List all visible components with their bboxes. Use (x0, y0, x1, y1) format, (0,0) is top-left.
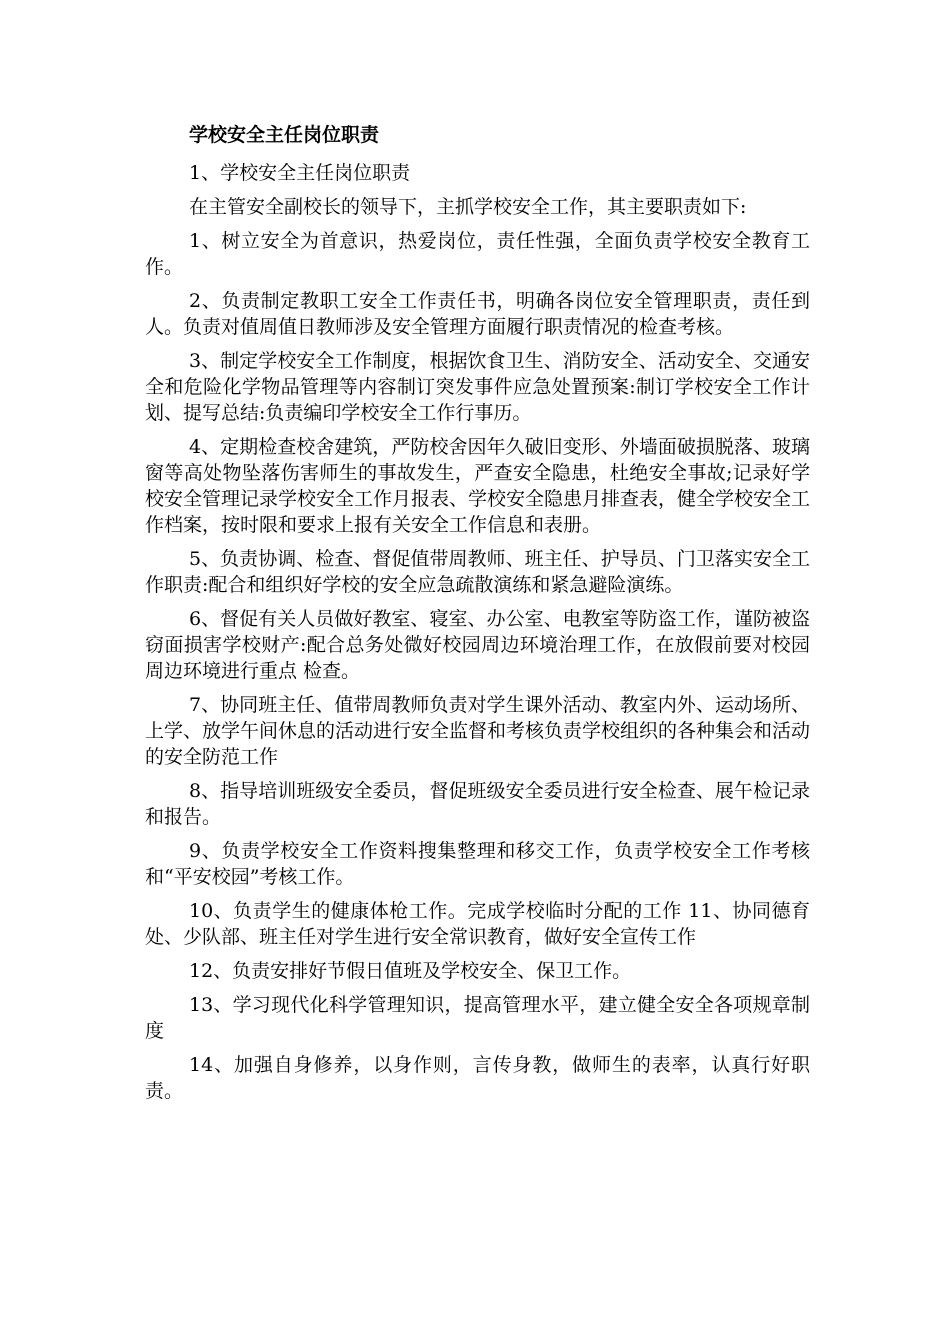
intro-paragraph: 在主管安全副校长的领导下，主抓学校安全工作，其主要职责如下: (189, 196, 747, 218)
duty-item-2: 2、负责制定教职工安全工作责任书，明确各岗位安全管理职责，责任到人。负责对值周值日教师涉及安全管理方面履行职责情况的检查考核。 (145, 290, 810, 338)
duty-item-5: 5、负责协调、检查、督促值带周教师、班主任、护导员、门卫落实安全工作职责:配合和组织好学校的安全应急疏散演练和紧急避险演练。 (145, 548, 810, 596)
document-page (145, 120, 810, 1112)
duty-item-8: 8、指导培训班级安全委员，督促班级安全委员进行安全检查、展午检记录和报告。 (145, 780, 810, 828)
duty-item-1: 1、树立安全为首意识，热爱岗位，责任性强，全面负责学校安全教育工作。 (145, 230, 810, 278)
duty-item-3: 3、制定学校安全工作制度，根据饮食卫生、消防安全、活动安全、交通安全和危险化学物品管理等内容制订突发事件应急处置预案:制订学校安全工作计划、提写总结:负责编印学校安全工作行事历。 (145, 350, 810, 424)
document-subtitle: 1、学校安全主任岗位职责 (189, 162, 411, 184)
duty-item-12: 12、负责安排好节假日值班及学校安全、保卫工作。 (189, 960, 632, 982)
duty-item-4: 4、定期检查校舍建筑，严防校舍因年久破旧变形、外墙面破损脱落、玻璃窗等高处物坠落伤害师生的事故发生，严查安全隐患，杜绝安全事故;记录好学校安全管理记录学校安全工作月报表、学校安全隐患月排查表，健全学校安全工作档案，按时限和要求上报有关安全工作信息和表册。 (145, 436, 811, 536)
duty-item-14: 14、加强自身修养，以身作则，言传身教，做师生的表率，认真行好职责。 (145, 1054, 810, 1102)
duty-item-9: 9、负责学校安全工作资料搜集整理和移交工作，负责学校安全工作考核和“平安校园”考核工作。 (145, 840, 810, 888)
duty-item-10: 10、负责学生的健康体枪工作。完成学校临时分配的工作 11、协同德育处、少队部、班主任对学生进行安全常识教育，做好安全宣传工作 (145, 900, 810, 948)
document-title: 学校安全主任岗位职责 (189, 124, 380, 146)
duty-item-6: 6、督促有关人员做好教室、寝室、办公室、电教室等防盗工作，谨防被盗窃面损害学校财产:配合总务处微好校园周边环境治理工作，在放假前要对校园周边环境进行重点 检查。 (145, 608, 810, 682)
duty-item-7: 7、协同班主任、值带周教师负责对学生课外活动、教室内外、运动场所、上学、放学午间休息的活动进行安全监督和考核负责学校组织的各种集会和活动的安全防范工作 (145, 694, 811, 768)
duty-item-13: 13、学习现代化科学管理知识，提高管理水平，建立健全安全各项规章制度 (145, 994, 810, 1042)
